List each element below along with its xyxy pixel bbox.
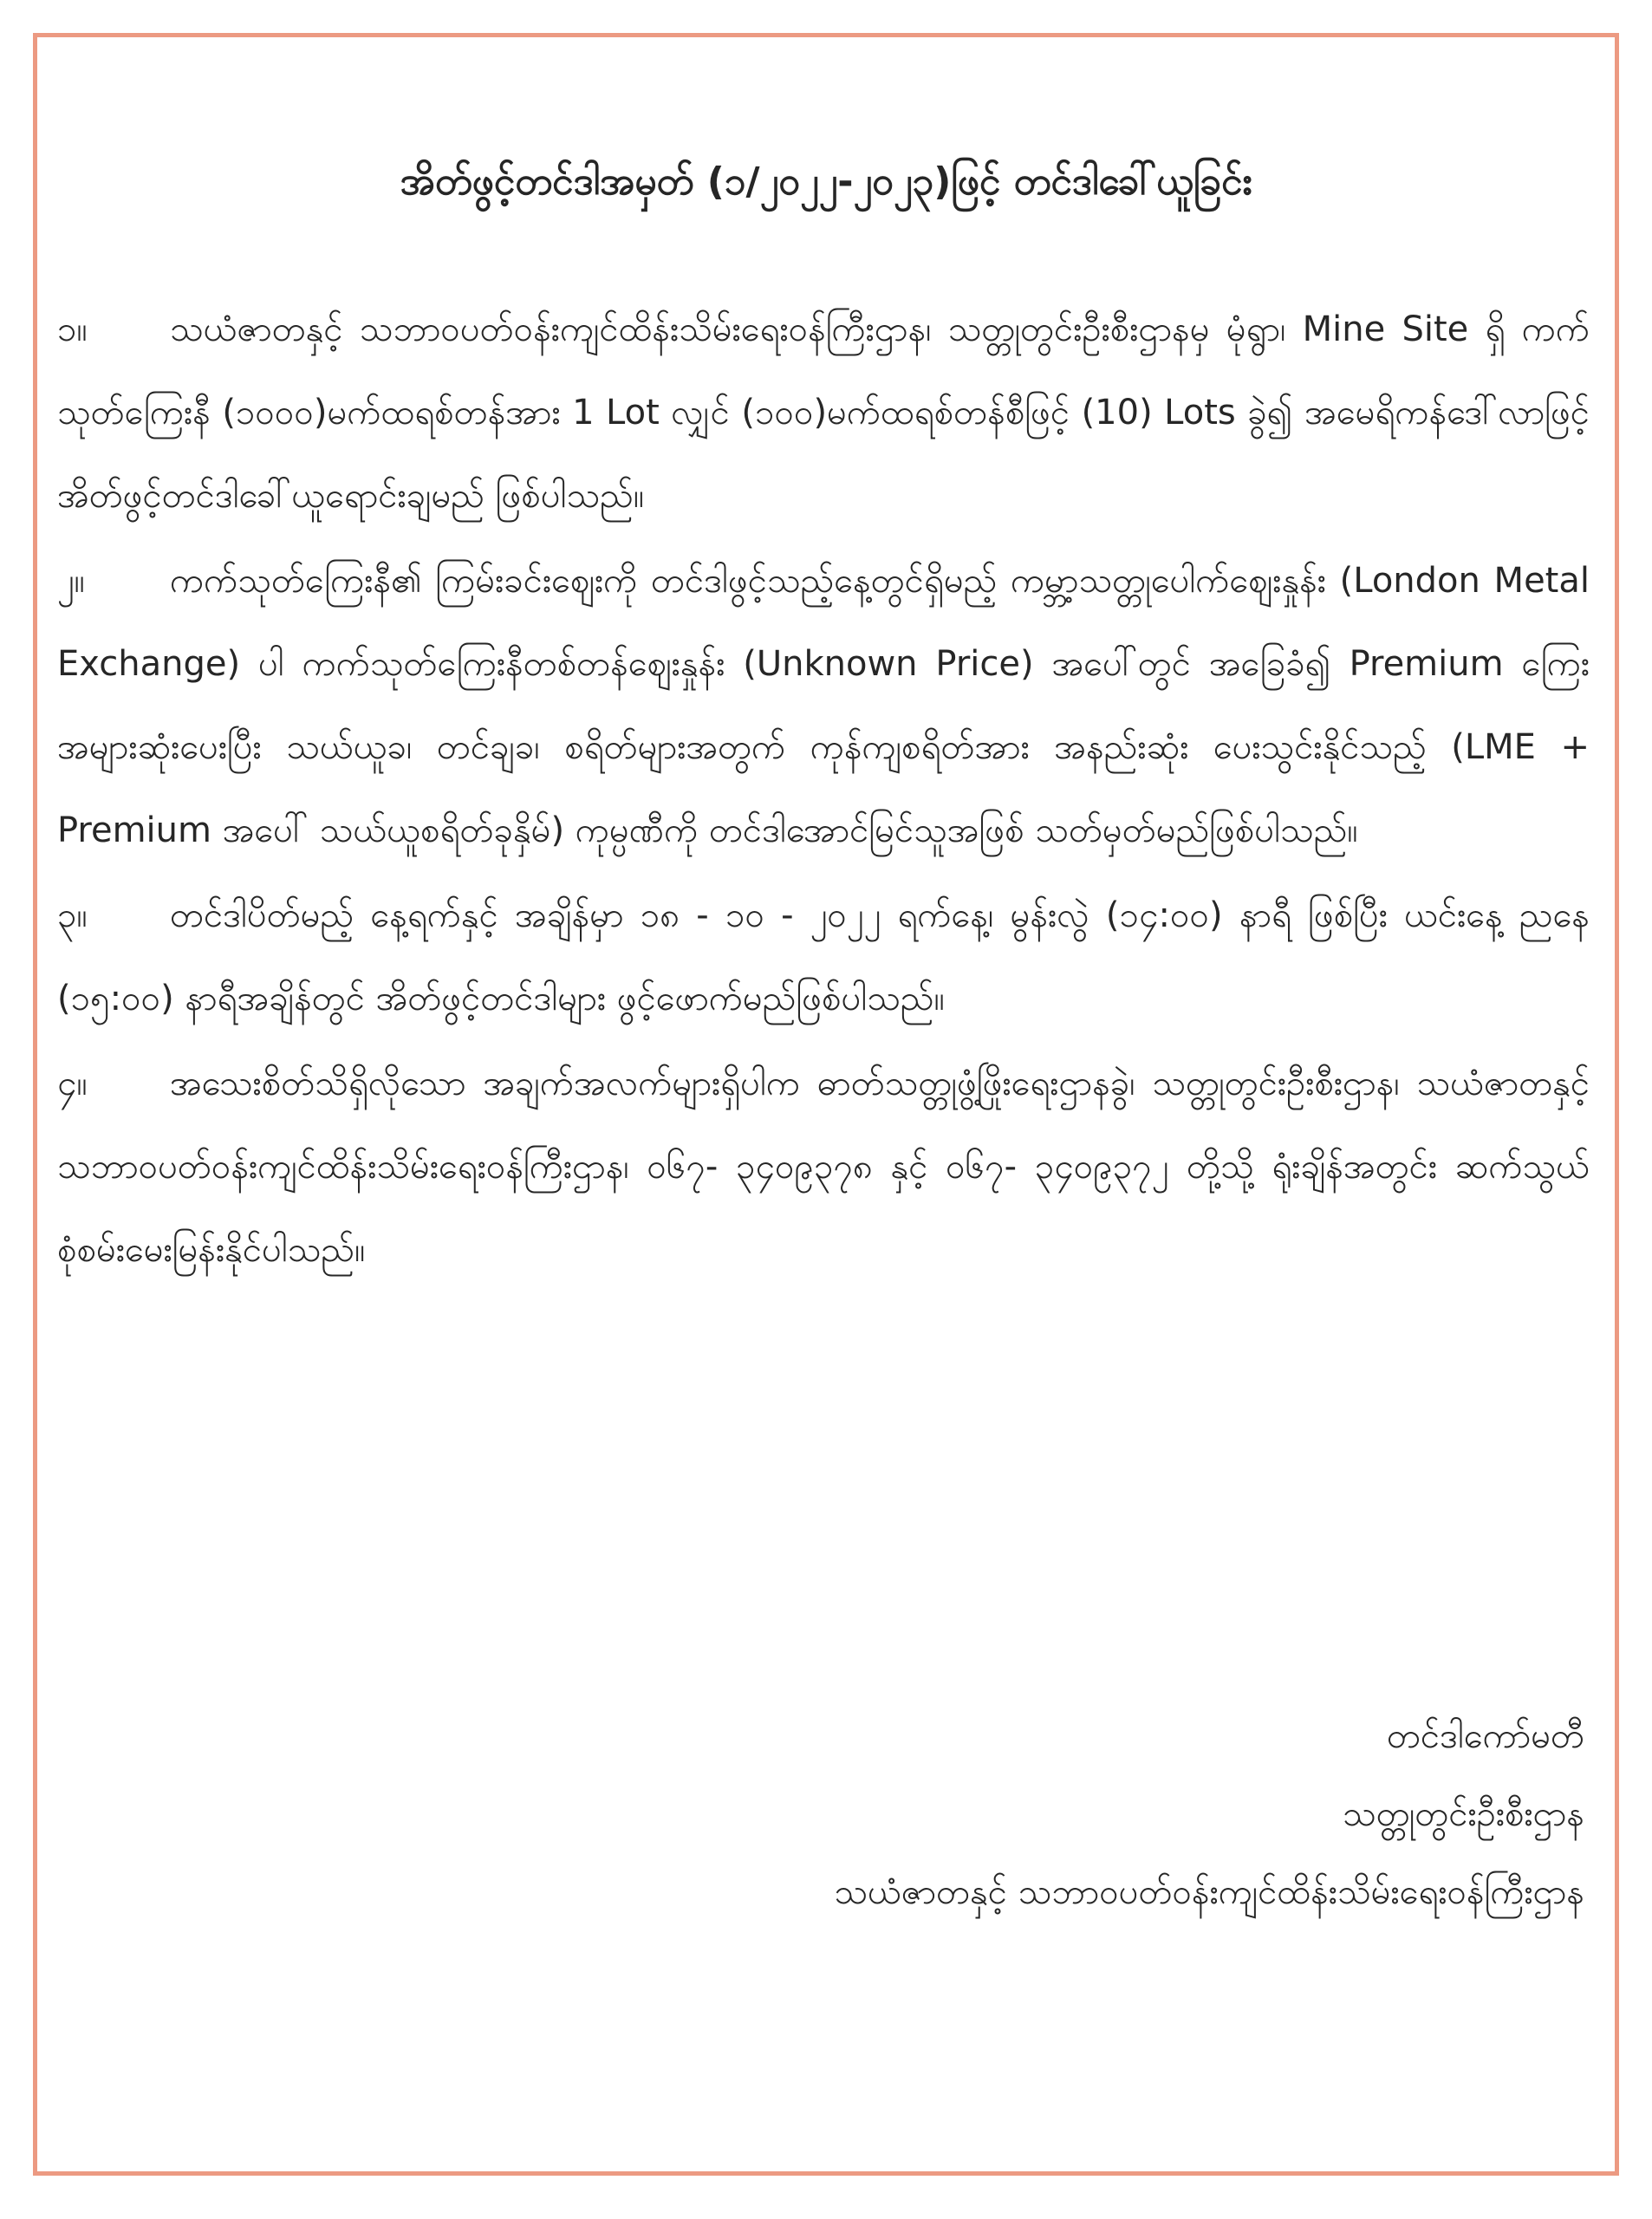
paragraph-text: ကက်သုတ်ကြေးနီ၏ ကြမ်းခင်းဈေးကို တင်ဒါဖွင့်သည့်နေ့တွင်ရှိမည့် ကမ္ဘာ့သတ္တုပေါက်ဈေးနှုန်း (London Metal Exchange) ပါ ကက်သုတ်ကြေးနီတစ်တန်ဈေးနှုန်း (Unknown Price) အပေါ်တွင် အခြေခံ၍ Premium ကြေးအများဆုံးပေးပြီး သယ်ယူခ၊ တင်ချခ၊ စရိတ်များအတွက် ကုန်ကျစရိတ်အား အနည်းဆုံး ပေးသွင်းနိုင်သည့် (LME + Premium အပေါ် သယ်ယူစရိတ်ခုနှိမ်) ကုမ္ပဏီကို တင်ဒါအောင်မြင်သူအဖြစ် သတ်မှတ်မည်ဖြစ်ပါသည်။: [57, 561, 1590, 850]
signature-department: သတ္တုတွင်းဦးစီးဌာန: [1343, 1794, 1584, 1834]
paragraph-4: [57, 1042, 1590, 1292]
paragraph-text: တင်ဒါပိတ်မည့် နေ့ရက်နှင့် အချိန်မှာ ၁၈ - ၁၀ - ၂၀၂၂ ရက်နေ့၊ မွန်းလွဲ (၁၄:၀၀) နာရီ ဖြစ်ပြီး ယင်းနေ့ ညနေ (၁၅:၀၀) နာရီအချိန်တွင် အိတ်ဖွင့်တင်ဒါများ ဖွင့်ဖောက်မည်ဖြစ်ပါသည်။: [57, 895, 1590, 1018]
signature-committee: တင်ဒါကော်မတီ: [1386, 1716, 1584, 1756]
paragraph-number: ၃။: [57, 895, 88, 935]
paragraph-text: အသေးစိတ်သိရှိလိုသော အချက်အလက်များရှိပါက ဓာတ်သတ္တုဖွံ့ဖြိုးရေးဌာနခွဲ၊ သတ္တုတွင်းဦးစီးဌာန၊ သယံဇာတနှင့်သဘာဝပတ်ဝန်းကျင်ထိန်းသိမ်းရေးဝန်ကြီးဌာန၊ ၀၆၇- ၃၄၀၉၃၇၈ နှင့် ၀၆၇- ၃၄၀၉၃၇၂ တို့သို့ ရုံးချိန်အတွင်း ဆက်သွယ်စုံစမ်းမေးမြန်းနိုင်ပါသည်။: [57, 1064, 1590, 1270]
document-title: အိတ်ဖွင့်တင်ဒါအမှတ် (၁/၂၀၂၂-၂၀၂၃)ဖြင့် တင်ဒါခေါ်ယူခြင်း: [400, 159, 1252, 204]
paragraph-3: [57, 874, 1590, 1040]
paragraph-text: သယံဇာတနှင့် သဘာဝပတ်ဝန်းကျင်ထိန်းသိမ်းရေးဝန်ကြီးဌာန၊ သတ္တုတွင်းဦးစီးဌာနမှ မုံရွာ၊ Mine Site ရှိ ကက်သုတ်ကြေးနီ (၁၀၀၀)မက်ထရစ်တန်အား 1 Lot လျှင် (၁၀၀)မက်ထရစ်တန်စီဖြင့် (10) Lots ခွဲ၍ အမေရိကန်ဒေါ်လာဖြင့် အိတ်ဖွင့်တင်ဒါခေါ်ယူရောင်းချမည် ဖြစ်ပါသည်။: [57, 309, 1590, 516]
paragraph-number: ၄။: [57, 1064, 88, 1103]
paragraph-number: ၁။: [57, 309, 88, 349]
signature-ministry: သယံဇာတနှင့် သဘာဝပတ်ဝန်းကျင်ထိန်းသိမ်းရေးဝန်ကြီးဌာန: [834, 1872, 1584, 1912]
paragraph-number: ၂။: [57, 561, 85, 601]
paragraph-1: [57, 288, 1590, 537]
paragraph-2: [57, 539, 1590, 872]
document-body: [57, 288, 1590, 1292]
signature-block: [834, 1697, 1584, 1931]
